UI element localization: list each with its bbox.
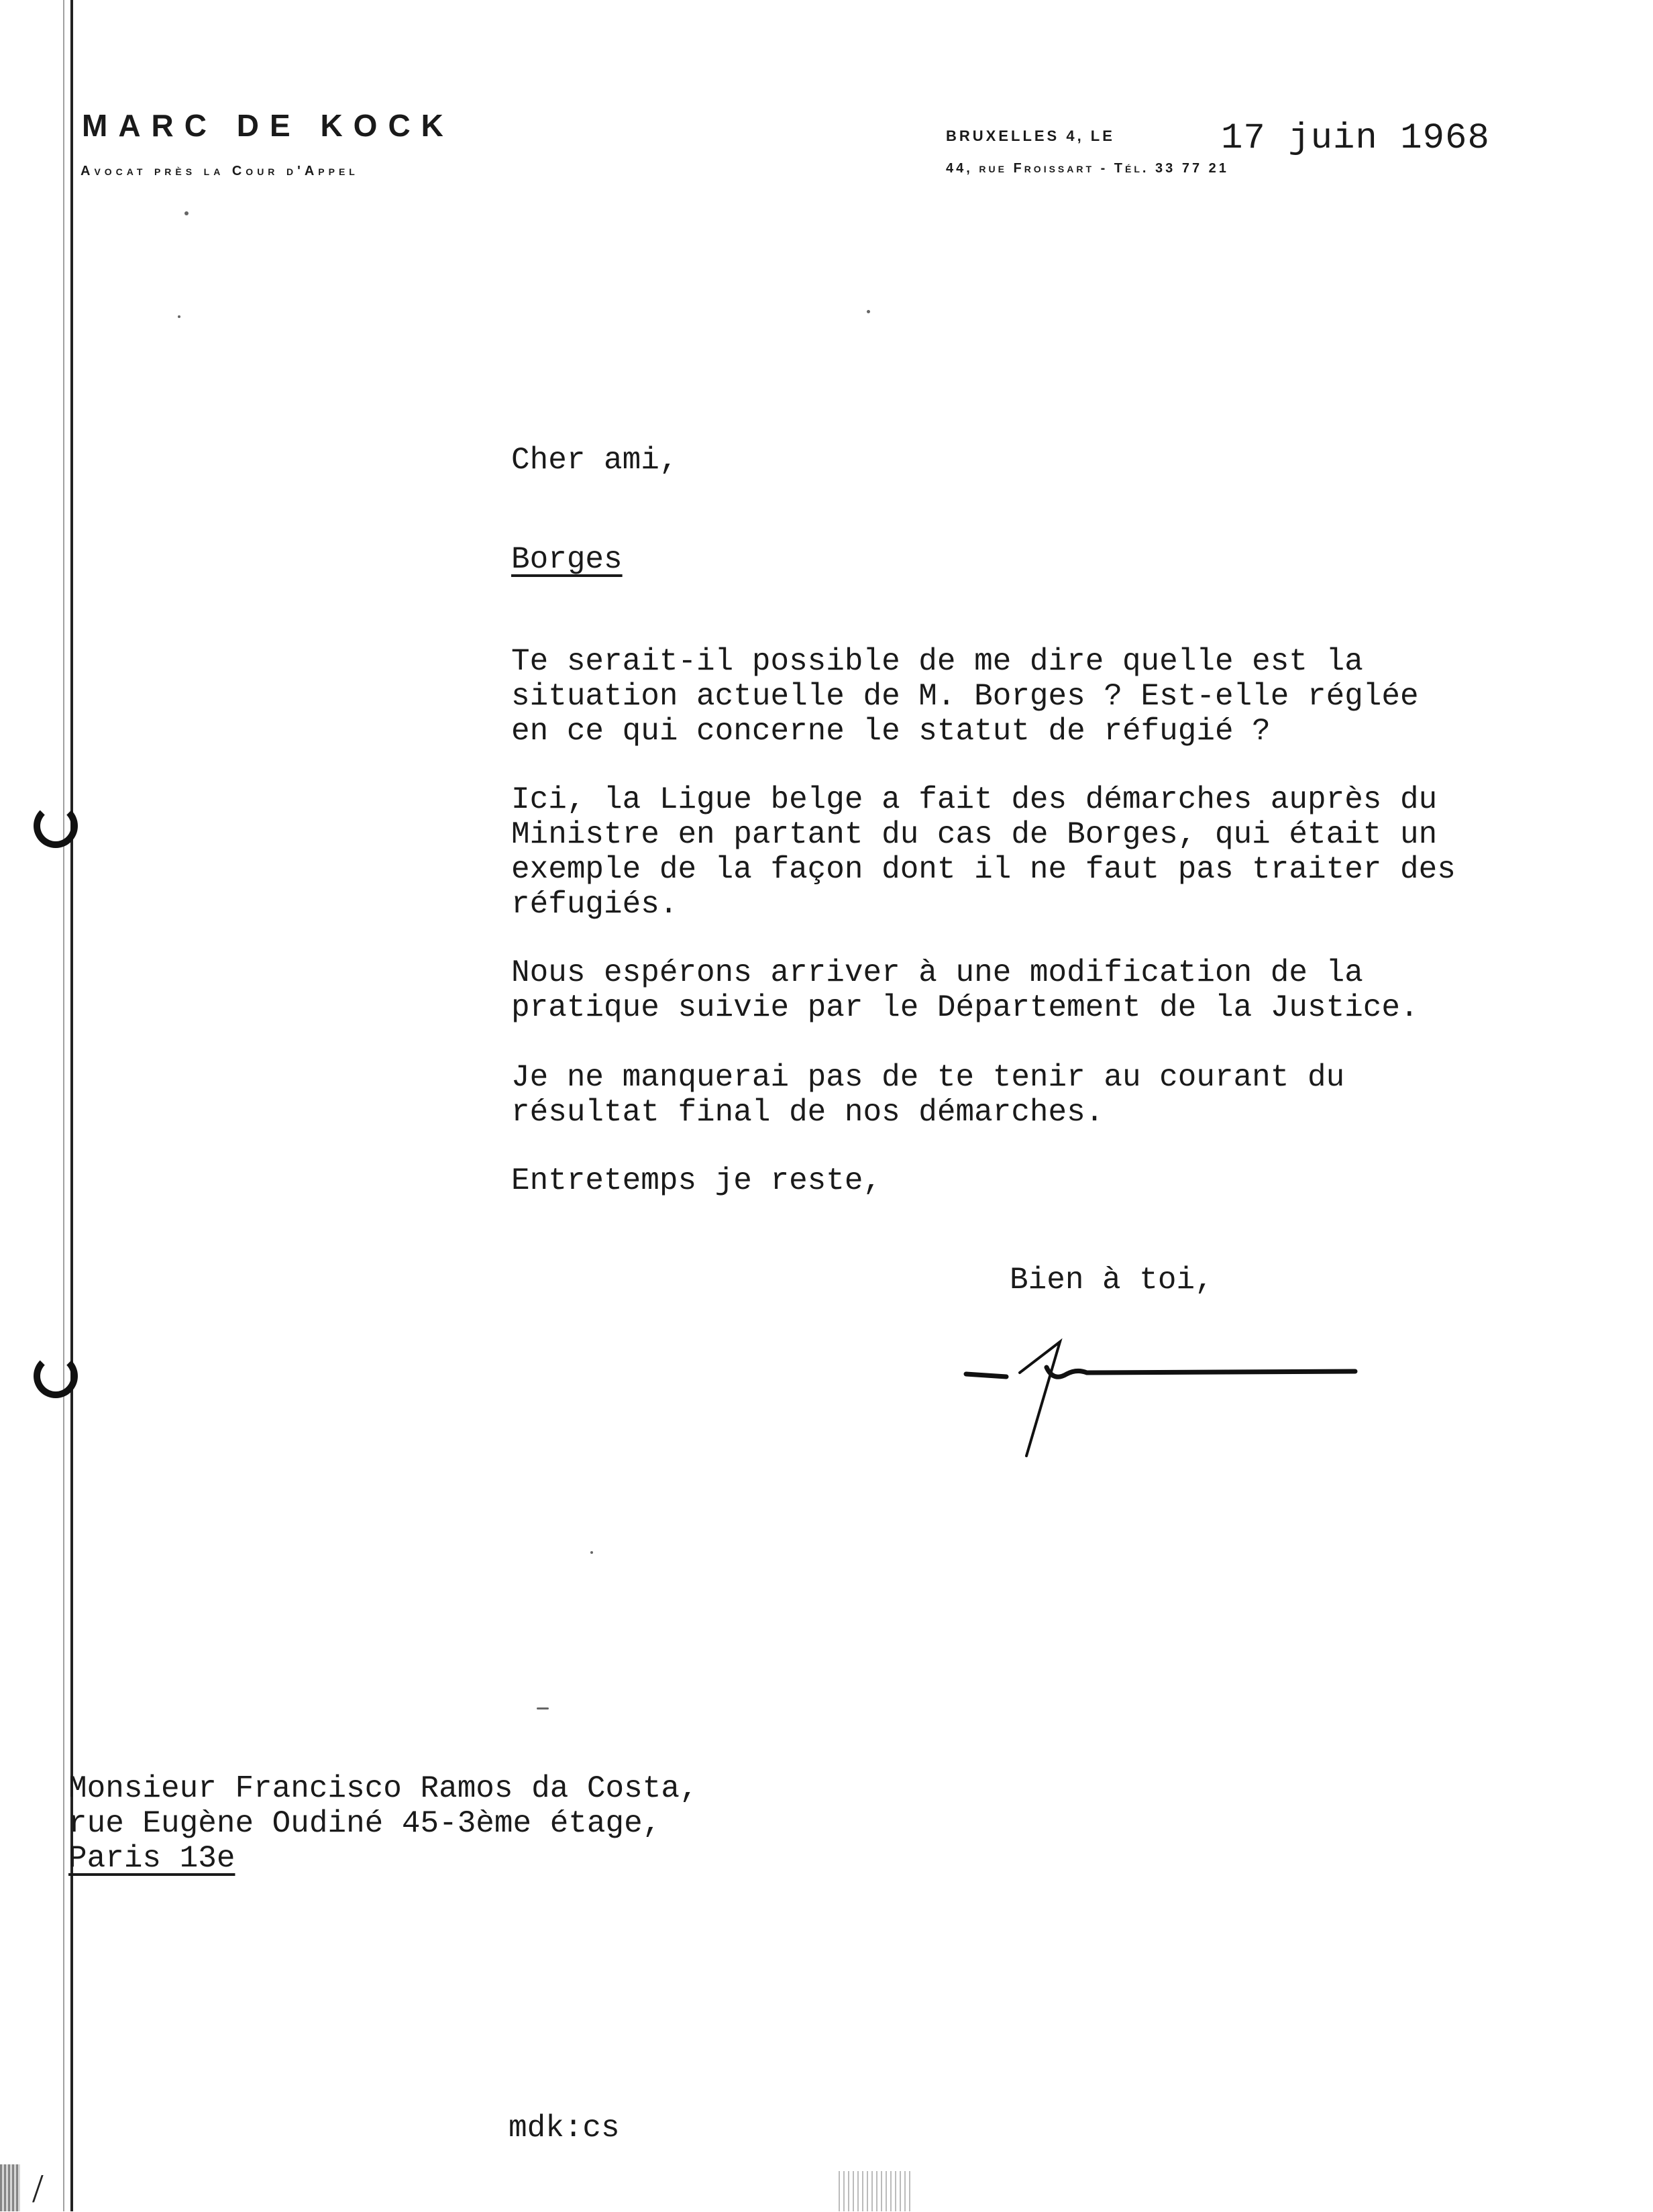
paragraph-4 (511, 1060, 1344, 1130)
letterhead-address: 44, rue Froissart - Tél. 33 77 21 (946, 161, 1229, 176)
paragraph-line: Ministre en partant du cas de Borges, qui était un (511, 817, 1438, 852)
subject-line: Borges (511, 542, 623, 577)
paragraph-line: réfugiés. (511, 887, 678, 922)
paragraph-line: pratique suivie par le Département de la Justice. (511, 990, 1419, 1025)
scan-speck (184, 211, 189, 215)
paragraph-1 (511, 644, 1419, 749)
handwritten-signature (959, 1335, 1362, 1469)
scan-speck (590, 1551, 593, 1554)
scan-artifact (839, 2171, 912, 2211)
recipient-city: Paris 13e (68, 1841, 235, 1876)
paragraph-line: Entretemps je reste, (511, 1163, 882, 1198)
paragraph-3 (511, 955, 1419, 1025)
letterhead-name: MARC DE KOCK (82, 108, 454, 143)
binding-line (70, 0, 73, 2211)
paragraph-2 (511, 782, 1456, 922)
paragraph-line: en ce qui concerne le statut de réfugié ? (511, 714, 1271, 749)
reference-initials: mdk:cs (509, 2111, 620, 2146)
punch-hole-lower (34, 1354, 78, 1398)
binding-line-shadow (63, 0, 64, 2211)
margin-mark: / (32, 2166, 44, 2211)
letter-date: 17 juin 1968 (1221, 118, 1490, 159)
letterhead-title: Avocat près la Cour d'Appel (81, 164, 359, 178)
paragraph-line: Nous espérons arriver à une modification de la (511, 955, 1363, 990)
paragraph-line: résultat final de nos démarches. (511, 1095, 1104, 1130)
scan-speck (178, 315, 180, 318)
recipient-name: Monsieur Francisco Ramos da Costa, (68, 1771, 698, 1806)
paragraph-5 (511, 1163, 882, 1198)
scan-speck (867, 310, 870, 313)
punch-hole-upper (34, 804, 78, 848)
recipient-street: rue Eugène Oudiné 45-3ème étage, (68, 1806, 661, 1841)
paragraph-line: Te serait-il possible de me dire quelle est la (511, 644, 1363, 679)
paragraph-line: exemple de la façon dont il ne faut pas traiter des (511, 852, 1456, 887)
paragraph-line: situation actuelle de M. Borges ? Est-elle réglée (511, 679, 1419, 714)
salutation: Cher ami, (511, 443, 678, 478)
letterhead-city: BRUXELLES 4, LE (946, 127, 1115, 144)
scan-speck (537, 1707, 549, 1709)
closing: Bien à toi, (1010, 1263, 1214, 1298)
paragraph-line: Je ne manquerai pas de te tenir au courant du (511, 1060, 1345, 1095)
scan-artifact (0, 2164, 20, 2211)
paragraph-line: Ici, la Ligue belge a fait des démarches auprès du (511, 782, 1438, 817)
